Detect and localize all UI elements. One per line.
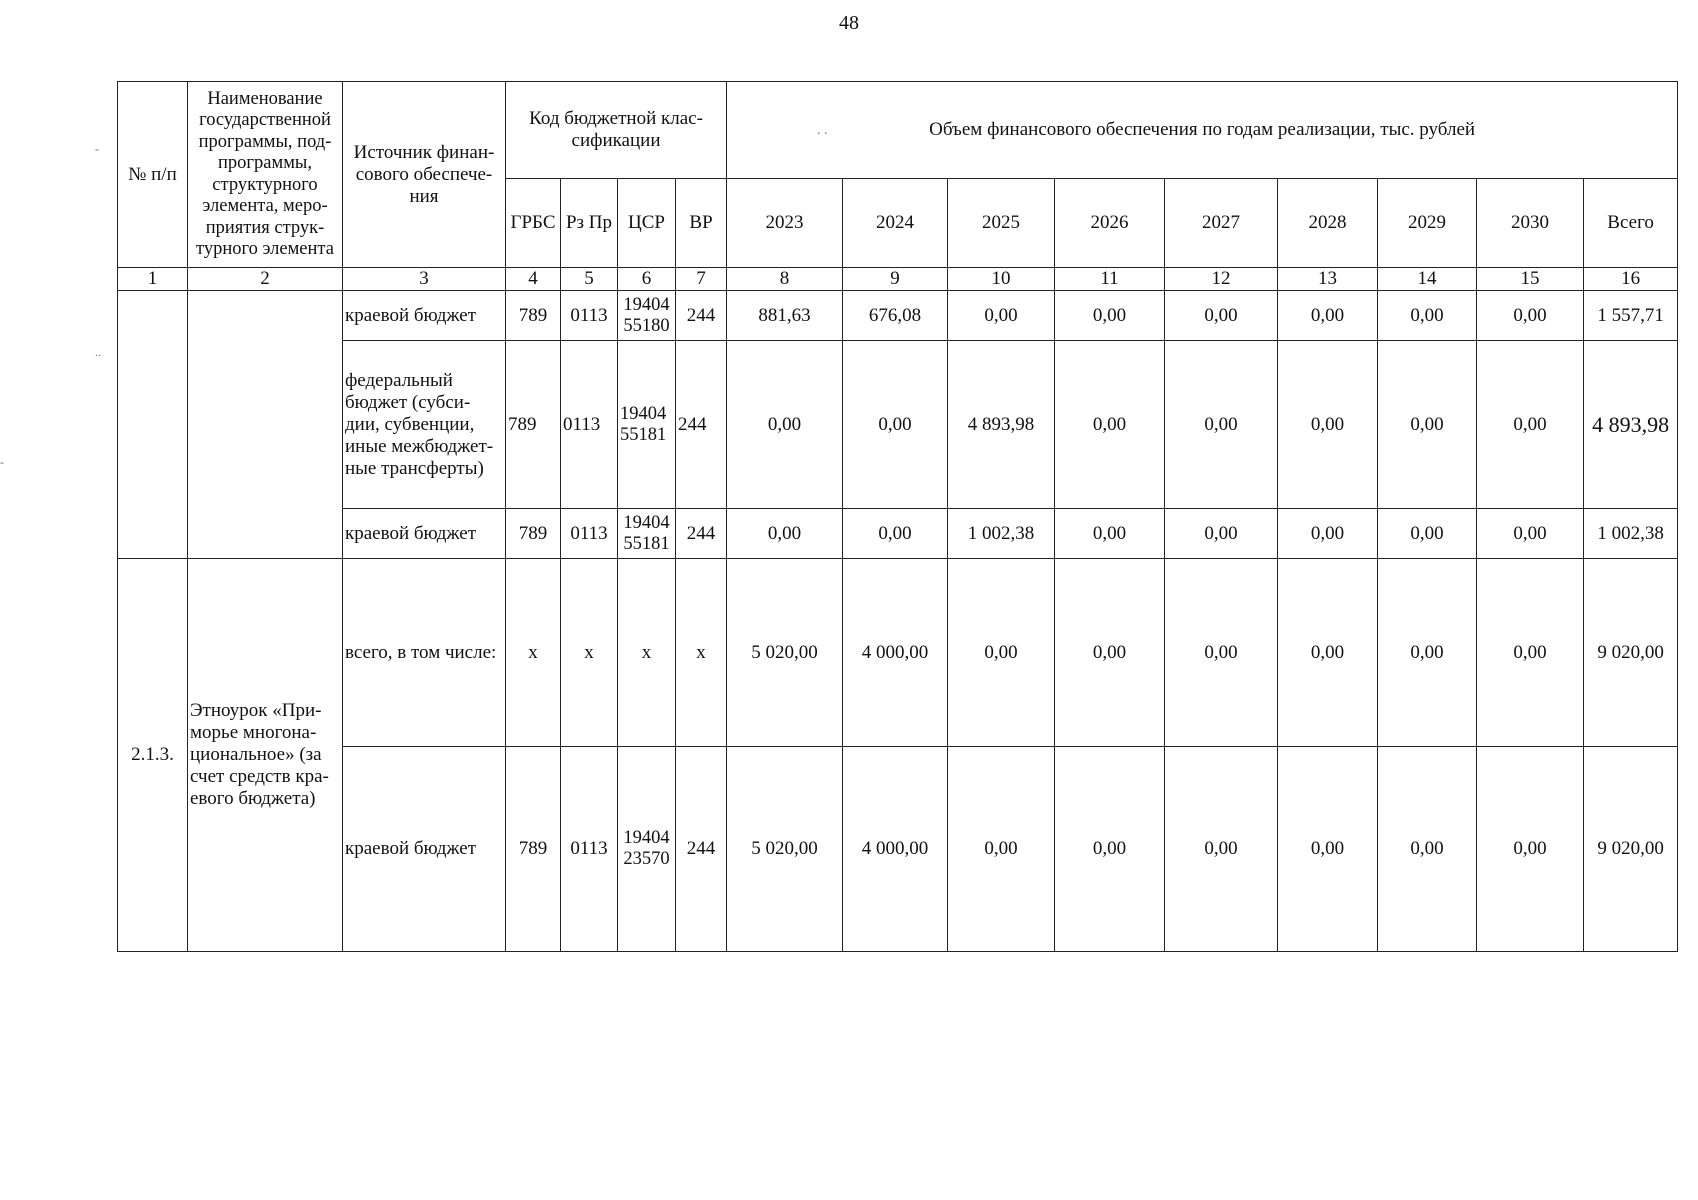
- value-cell: 0,00: [1477, 341, 1584, 509]
- page-number: 48: [839, 12, 859, 34]
- value-cell: 676,08: [843, 291, 948, 341]
- value-cell: 5 020,00: [727, 559, 843, 747]
- item-name: Этноурок «При-морье многона-циональное» (за счет средств кра-евого бюджета): [188, 559, 343, 952]
- header-volume-dots: . .: [817, 123, 828, 138]
- budget-table: [117, 81, 1678, 952]
- header-rzpr: Рз Пр: [561, 179, 618, 268]
- value-cell: 5 020,00: [727, 747, 843, 952]
- column-number-row: [118, 268, 1678, 291]
- csr-part: 19404: [623, 828, 670, 848]
- rzpr-cell: 0113: [561, 509, 618, 559]
- source-cell: всего, в том числе:: [343, 559, 506, 747]
- value-cell: 0,00: [1165, 509, 1278, 559]
- value-cell: 0,00: [1477, 747, 1584, 952]
- column-number: 1: [118, 268, 188, 291]
- column-number: 15: [1477, 268, 1584, 291]
- value-cell: 4 893,98: [948, 341, 1055, 509]
- source-cell: краевой бюджет: [343, 747, 506, 952]
- value-cell: 0,00: [1378, 291, 1477, 341]
- column-number: 7: [676, 268, 727, 291]
- grbs-cell: 789: [506, 341, 561, 509]
- csr-cell: [618, 509, 676, 559]
- column-number: 5: [561, 268, 618, 291]
- value-cell: 0,00: [1165, 747, 1278, 952]
- rzpr-cell: х: [561, 559, 618, 747]
- source-cell: краевой бюджет: [343, 291, 506, 341]
- num-cell-empty: [118, 291, 188, 559]
- name-cell-empty: [188, 291, 343, 559]
- value-cell: 0,00: [1055, 747, 1165, 952]
- header-total: Всего: [1584, 179, 1678, 268]
- source-cell: федеральный бюджет (субси-дии, субвенции, иные межбюджет-ные трансферты): [343, 341, 506, 509]
- value-cell: 0,00: [1278, 747, 1378, 952]
- grbs-cell: х: [506, 559, 561, 747]
- vr-cell: 244: [676, 509, 727, 559]
- header-volume-label: Объем финансового обеспечения по годам реализации, тыс. рублей: [929, 119, 1476, 140]
- value-cell: 0,00: [1378, 341, 1477, 509]
- value-cell: 0,00: [1278, 559, 1378, 747]
- csr-cell: [618, 341, 676, 509]
- column-number: 14: [1378, 268, 1477, 291]
- table-row: [118, 509, 1678, 559]
- rzpr-cell: 0113: [561, 747, 618, 952]
- csr-cell: [618, 291, 676, 341]
- value-cell: 0,00: [1278, 509, 1378, 559]
- value-cell: 0,00: [1378, 747, 1477, 952]
- value-cell: 0,00: [1165, 341, 1278, 509]
- vr-cell: 244: [676, 747, 727, 952]
- margin-mark: -: [0, 455, 4, 469]
- header-year: 2026: [1055, 179, 1165, 268]
- column-number: 3: [343, 268, 506, 291]
- table-row: [118, 341, 1678, 509]
- value-cell: 0,00: [1055, 291, 1165, 341]
- csr-part: 19404: [623, 294, 670, 315]
- value-cell: 0,00: [1055, 509, 1165, 559]
- grbs-cell: 789: [506, 747, 561, 952]
- value-cell: 0,00: [727, 509, 843, 559]
- value-cell: 881,63: [727, 291, 843, 341]
- value-cell: 0,00: [843, 509, 948, 559]
- value-cell: 0,00: [1378, 509, 1477, 559]
- rzpr-cell: 0113: [561, 341, 618, 509]
- item-number: 2.1.3.: [118, 559, 188, 952]
- rzpr-cell: 0113: [561, 291, 618, 341]
- csr-part: 55181: [620, 424, 667, 445]
- header-grbs: ГРБС: [506, 179, 561, 268]
- value-cell: 0,00: [1055, 559, 1165, 747]
- value-cell: 0,00: [1477, 559, 1584, 747]
- header-name: Наименование государственной программы, под-программы, структурного элемента, меро-приятия струк-турного элемента: [188, 82, 343, 268]
- margin-mark: ..: [95, 345, 101, 359]
- column-number: 9: [843, 268, 948, 291]
- header-year: 2030: [1477, 179, 1584, 268]
- column-number: 11: [1055, 268, 1165, 291]
- column-number: 4: [506, 268, 561, 291]
- column-number: 16: [1584, 268, 1678, 291]
- value-cell: 4 000,00: [843, 747, 948, 952]
- column-number: 2: [188, 268, 343, 291]
- total-cell: 1 557,71: [1584, 291, 1678, 341]
- margin-mark: -: [95, 142, 99, 156]
- header-year: 2024: [843, 179, 948, 268]
- header-row: [118, 82, 1678, 179]
- value-cell: 0,00: [727, 341, 843, 509]
- column-number: 10: [948, 268, 1055, 291]
- csr-cell: [618, 747, 676, 952]
- csr-part: 23570: [623, 849, 670, 869]
- total-cell: 1 002,38: [1584, 509, 1678, 559]
- value-cell: 0,00: [843, 341, 948, 509]
- header-year: 2028: [1278, 179, 1378, 268]
- vr-cell: 244: [676, 341, 727, 509]
- value-cell: 0,00: [948, 747, 1055, 952]
- csr-part: 55180: [623, 315, 670, 336]
- header-year: 2027: [1165, 179, 1278, 268]
- value-cell: 0,00: [1055, 341, 1165, 509]
- header-csr: ЦСР: [618, 179, 676, 268]
- column-number: 12: [1165, 268, 1278, 291]
- csr-part: 19404: [620, 403, 667, 424]
- total-cell: 9 020,00: [1584, 559, 1678, 747]
- header-volume-group: [727, 82, 1678, 179]
- grbs-cell: 789: [506, 291, 561, 341]
- header-source: Источник финан-сового обеспече-ния: [343, 82, 506, 268]
- value-cell: 0,00: [1165, 559, 1278, 747]
- header-year: 2029: [1378, 179, 1477, 268]
- table-row: [118, 559, 1678, 747]
- total-cell: 9 020,00: [1584, 747, 1678, 952]
- header-vr: ВР: [676, 179, 727, 268]
- value-cell: 0,00: [1378, 559, 1477, 747]
- value-cell: 0,00: [1278, 291, 1378, 341]
- csr-part: 55181: [623, 533, 670, 554]
- header-year: 2025: [948, 179, 1055, 268]
- total-cell: 4 893,98: [1584, 341, 1678, 509]
- column-number: 13: [1278, 268, 1378, 291]
- header-year: 2023: [727, 179, 843, 268]
- source-cell: краевой бюджет: [343, 509, 506, 559]
- value-cell: 0,00: [1477, 291, 1584, 341]
- column-number: 8: [727, 268, 843, 291]
- csr-part: 19404: [623, 512, 670, 533]
- vr-cell: 244: [676, 291, 727, 341]
- value-cell: 0,00: [948, 291, 1055, 341]
- grbs-cell: 789: [506, 509, 561, 559]
- table-row: [118, 747, 1678, 952]
- value-cell: 1 002,38: [948, 509, 1055, 559]
- value-cell: 0,00: [948, 559, 1055, 747]
- vr-cell: х: [676, 559, 727, 747]
- table-row: [118, 291, 1678, 341]
- value-cell: 0,00: [1477, 509, 1584, 559]
- value-cell: 4 000,00: [843, 559, 948, 747]
- value-cell: 0,00: [1165, 291, 1278, 341]
- csr-cell: х: [618, 559, 676, 747]
- column-number: 6: [618, 268, 676, 291]
- header-code-group: Код бюджетной клас-сификации: [506, 82, 727, 179]
- header-num: № п/п: [118, 82, 188, 268]
- value-cell: 0,00: [1278, 341, 1378, 509]
